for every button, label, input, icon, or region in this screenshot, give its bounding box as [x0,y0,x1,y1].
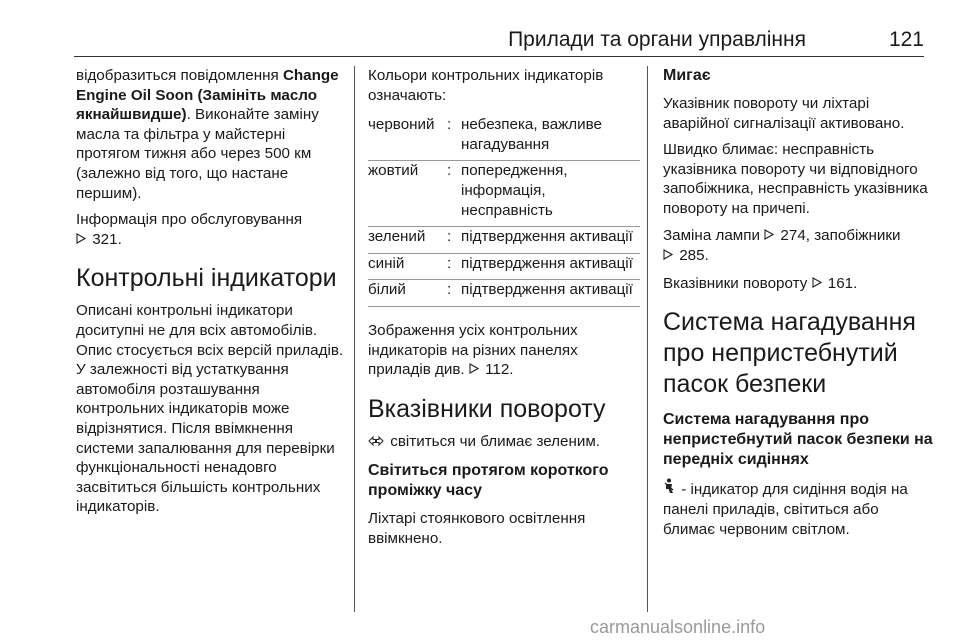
bulb-ref[interactable]: 274, запобіжники [780,226,901,244]
service-info-paragraph [76,210,344,250]
column-right [663,66,933,546]
color-name: червоний [368,116,435,134]
color-separator: : [447,228,452,246]
watermark: carmanualsonline.info [590,617,766,637]
bulb-replacement-text: Заміна лампи [663,226,760,244]
table-row [368,280,640,307]
header-title: Прилади та органи управління [508,28,806,51]
page-number: 121 [888,28,924,51]
color-name: білий [368,281,406,299]
seatbelt-person-icon [663,478,677,500]
column-divider [354,66,355,612]
color-meaning: підтвердження активації [461,228,633,246]
oil-intro-text: відобразиться повідомлення [76,67,279,84]
table-row [368,161,640,227]
turn-signals-text: Вказівники повороту [663,274,808,292]
turn-signals-ref[interactable]: 161. [827,274,858,292]
color-name: зелений [368,228,426,246]
section-heading-indicators: Контрольні індикатори [76,264,337,293]
turn-signal-arrows-icon [368,432,386,452]
seatbelt-text: - індикатор для сидіння водія на панелі приладів, світиться або блимає червоним світлом. [663,481,908,538]
images-ref[interactable]: 112. [485,361,514,379]
color-name: жовтий [368,162,419,180]
oil-message-paragraph [76,66,344,203]
fuses-ref[interactable]: 285. [679,247,709,265]
flashing-text: Указівник повороту чи ліхтарі аварійної сигналізації активовано. [663,95,905,132]
column-middle [368,66,640,556]
color-separator: : [447,281,452,299]
service-info-text: Інформація про обслуговування [76,211,303,229]
page-header [74,24,924,56]
arrow-right-outline-icon [812,275,824,295]
subheading-front-seats: Система нагадування про непристебнутий пасок безпеки на передніх сидіннях [663,411,933,469]
subheading-flashing: Мигає [663,67,711,84]
column-divider [647,66,648,612]
section-heading-seatbelt: Система нагадування про непристебнутий пасок безпеки [663,308,916,399]
turn-signal-text: світиться чи блимає зеленим. [390,432,601,450]
header-rule [74,56,924,57]
color-meaning: попередження, інформація, несправність [461,162,568,219]
arrow-right-outline-icon [76,231,88,251]
table-row [368,115,640,161]
turn-signal-paragraph [368,432,640,452]
fast-flashing-text: Швидко блимає: несправність указівника повороту чи відповідного запобіжника, несправність указівника повороту на причепі. [663,141,928,217]
images-paragraph [368,321,640,381]
color-separator: : [447,254,452,272]
table-row [368,253,640,280]
colors-table [368,115,640,307]
turn-signals-ref-paragraph [663,274,933,295]
service-info-ref[interactable]: 321. [92,230,122,248]
parking-lights-text: Ліхтарі стоянкового освітлення ввімкнено. [368,510,586,547]
arrow-right-outline-icon [469,361,481,381]
color-separator: : [447,162,452,180]
oil-instructions: . Виконайте заміну масла та фільтра у майстерні протягом тижня або через 500 км (залежно від того, що настане першим). [76,106,319,202]
color-separator: : [447,116,452,134]
indicators-description: Описані контрольні індикатори доситупні не для всіх автомобілів. Опис стосується всіх версій приладів. У залежності від устаткування автомобіля розташування контрольних індикаторів може відрізнятися. Після ввімкнення системи запалювання для перевірки функціональності ненадовго засвітиться більшість контрольних індикаторів. [76,302,344,516]
arrow-right-outline-icon [663,247,675,267]
column-left [76,66,344,524]
seatbelt-paragraph [663,478,933,539]
colors-intro: Кольори контрольних індикаторів означають: [368,67,604,104]
color-name: синій [368,254,405,272]
bulb-replacement-paragraph [663,226,933,267]
color-meaning: підтвердження активації [461,281,633,299]
subheading-short-lit: Світиться протягом короткого проміжку часу [368,462,609,500]
oil-message-name: Change Engine Oil Soon (Замініть масло якнайшвидше) [76,67,339,124]
color-meaning: небезпека, важливе нагадування [461,116,602,153]
color-meaning: підтвердження активації [461,254,633,272]
arrow-right-outline-icon [764,227,776,247]
table-row [368,227,640,254]
images-text: Зображення усіх контрольних індикаторів на різних панелях приладів див. [368,321,578,379]
section-heading-turn-signals: Вказівники повороту [368,394,606,423]
